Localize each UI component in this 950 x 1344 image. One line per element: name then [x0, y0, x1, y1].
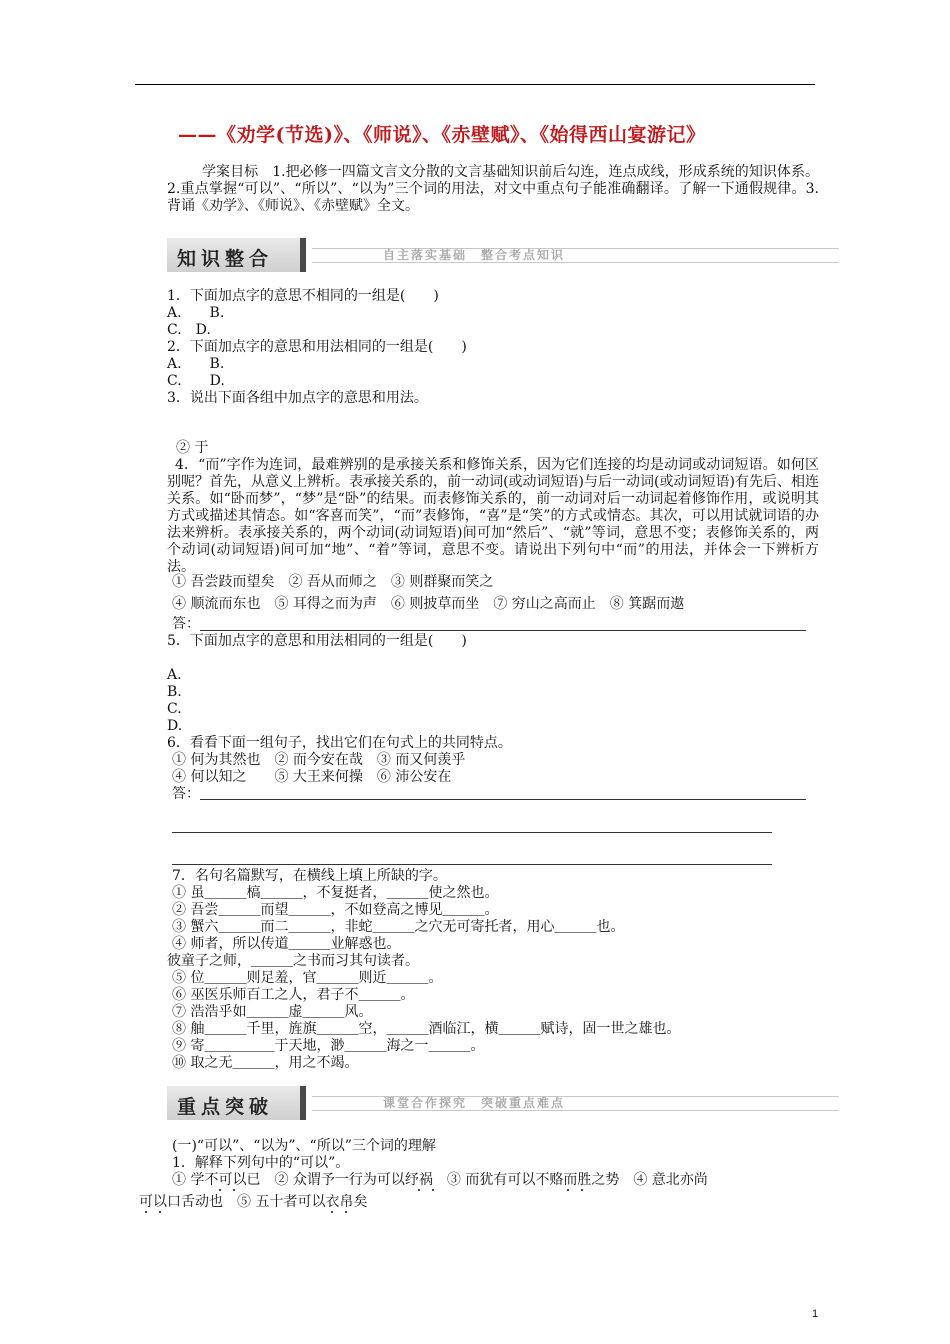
q7-item: ⑥ 巫医乐师百工之人，君子不＿＿＿。 — [172, 987, 415, 1003]
answer-line — [172, 864, 772, 865]
learning-goals: 学案目标 1.把必修一四篇文言文分散的文言基础知识前后勾连，连点成线，形成系统的知识体系。2.重点掌握“可以”、“所以”、“以为”三个词的用法，对文中重点句子能准确翻译。了解一下通假规律。3.背诵《劝学》、《师说》、《赤壁赋》全文。 — [167, 164, 819, 214]
q7-item: 彼童子之师，＿＿＿之书而习其句读者。 — [167, 953, 419, 969]
banner-title: 知识整合 — [177, 248, 274, 270]
section-banner-key-points — [167, 1086, 839, 1120]
section-q1-line-2: 可以口舌动也 ⑤ 五十者可以衣帛矣 — [139, 1194, 368, 1210]
emphasis-dot — [345, 1211, 347, 1213]
banner-subtitle: 课堂合作探究 突破重点难点 — [383, 1096, 566, 1110]
section-q1-stem: 1．解释下列句中的“可以”。 — [172, 1155, 350, 1171]
emphasis-dot — [581, 1189, 583, 1191]
q7-item: ⑤ 位＿＿＿则足羞，官＿＿＿则近＿＿＿。 — [172, 970, 443, 986]
q2-options-cd: C. D. — [167, 373, 225, 389]
q7-item: ③ 蟹六＿＿＿而二＿＿＿，非蛇＿＿＿之穴无可寄托者，用心＿＿＿也。 — [172, 919, 625, 935]
answer-line — [172, 832, 772, 833]
q5-option-d: D. — [167, 718, 183, 734]
q4-answer-label: 答： — [172, 616, 200, 632]
emphasis-dot — [159, 1211, 161, 1213]
section-heading: (一)“可以”、“以为”、“所以”三个词的理解 — [172, 1138, 436, 1154]
q6-answer-label: 答： — [172, 786, 200, 802]
q5-option-b: B. — [167, 684, 182, 700]
emphasis-dot — [432, 1189, 434, 1191]
emphasis-dot — [219, 1189, 221, 1191]
q2-options-ab: A. B. — [167, 356, 225, 372]
emphasis-dot — [331, 1211, 333, 1213]
answer-line — [200, 630, 806, 631]
q6-sentences-1: ① 何为其然也 ② 而今安在哉 ③ 而又何羡乎 — [172, 752, 466, 768]
banner-title: 重点突破 — [177, 1096, 274, 1118]
q1-options-ab: A. B. — [167, 305, 225, 321]
q4-sentences-1: ① 吾尝跂而望矣 ② 吾从而师之 ③ 则群聚而笑之 — [172, 574, 494, 590]
emphasis-dot — [418, 1189, 420, 1191]
emphasis-dot — [145, 1211, 147, 1213]
q1-options-cd: C. D. — [167, 322, 211, 338]
banner-bar — [300, 1086, 306, 1120]
q4-sentences-2: ④ 顺流而东也 ⑤ 耳得之而为声 ⑥ 则披草而坐 ⑦ 穷山之高而止 ⑧ 箕踞而遨 — [172, 596, 685, 612]
q1-stem: 1．下面加点字的意思不相同的一组是( ) — [167, 288, 439, 304]
q7-item: ④ 师者，所以传道＿＿＿业解惑也。 — [172, 936, 401, 952]
q6-stem: 6．看看下面一组句子，找出它们在句式上的共同特点。 — [167, 735, 512, 751]
emphasis-dot — [233, 1189, 235, 1191]
q7-item: ② 吾尝＿＿＿而望＿＿＿，不如登高之博见＿＿＿。 — [172, 902, 499, 918]
banner-bar — [300, 238, 306, 272]
q7-item: ⑧ 舳＿＿＿千里，旌旗＿＿＿空，＿＿＿酒临江，横＿＿＿赋诗，固一世之雄也。 — [172, 1021, 681, 1037]
top-rule — [135, 84, 815, 85]
emphasis-dot — [567, 1189, 569, 1191]
q6-sentences-2: ④ 何以知之 ⑤ 大王来何操 ⑥ 沛公安在 — [172, 769, 452, 785]
banner-subtitle: 自主落实基础 整合考点知识 — [383, 248, 566, 262]
q5-option-a: A. — [167, 667, 182, 683]
q4-paragraph: 4．“而”字作为连词，最难辨别的是承接关系和修饰关系，因为它们连接的均是动词或动词短语。如何区别呢？首先，从意义上辨析。表承接关系的，前一动词(或动词短语)与后一动词(或动词短语)有先后、相连关系。如“卧而梦”，“梦”是“卧”的结果。而表修饰关系的，前一动词对后一动词起着修饰作用，或说明其方式或描述其情态。如“客喜而笑”，“而”表修饰，“喜”是“笑”的方式或情态。其次，可以用试就词语的办法来辨析。表承接关系的，两个动词(动词短语)间可加“然后”、“就”等词，意思不变；表修饰关系的，两个动词(动词短语)间可加“地”、“着”等词，意思不变。请说出下列句中“而”的用法，并体会一下辨析方法。 — [167, 457, 819, 575]
q3-stem: 3．说出下面各组中加点字的意思和用法。 — [167, 390, 428, 406]
q5-stem: 5．下面加点字的意思和用法相同的一组是( ) — [167, 633, 467, 649]
page-number: 1 — [812, 1308, 819, 1320]
section-q1-line-1: ① 学不可以已 ② 众谓予一行为可以纾祸 ③ 而犹有可以不赂而胜之势 ④ 意北亦尚 — [172, 1172, 708, 1188]
answer-line — [200, 799, 806, 800]
q3-item: ② 于 — [176, 440, 209, 456]
page-title: ——《劝学(节选)》、《师说》、《赤壁赋》、《始得西山宴游记》 — [178, 124, 706, 146]
q5-option-c: C. — [167, 701, 182, 717]
q7-item: ⑩ 取之无＿＿＿，用之不竭。 — [172, 1055, 359, 1071]
q7-item: ⑦ 浩浩乎如＿＿＿虚＿＿＿风。 — [172, 1004, 373, 1020]
q7-stem: 7．名句名篇默写，在横线上填上所缺的字。 — [172, 868, 447, 884]
q2-stem: 2．下面加点字的意思和用法相同的一组是( ) — [167, 339, 467, 355]
q7-item: ⑨ 寄＿＿＿＿＿于天地，渺＿＿＿海之一＿＿＿。 — [172, 1038, 485, 1054]
section-banner-knowledge — [167, 238, 839, 272]
q7-item: ① 虽＿＿＿槁＿＿＿，不复挺者，＿＿＿使之然也。 — [172, 885, 499, 901]
